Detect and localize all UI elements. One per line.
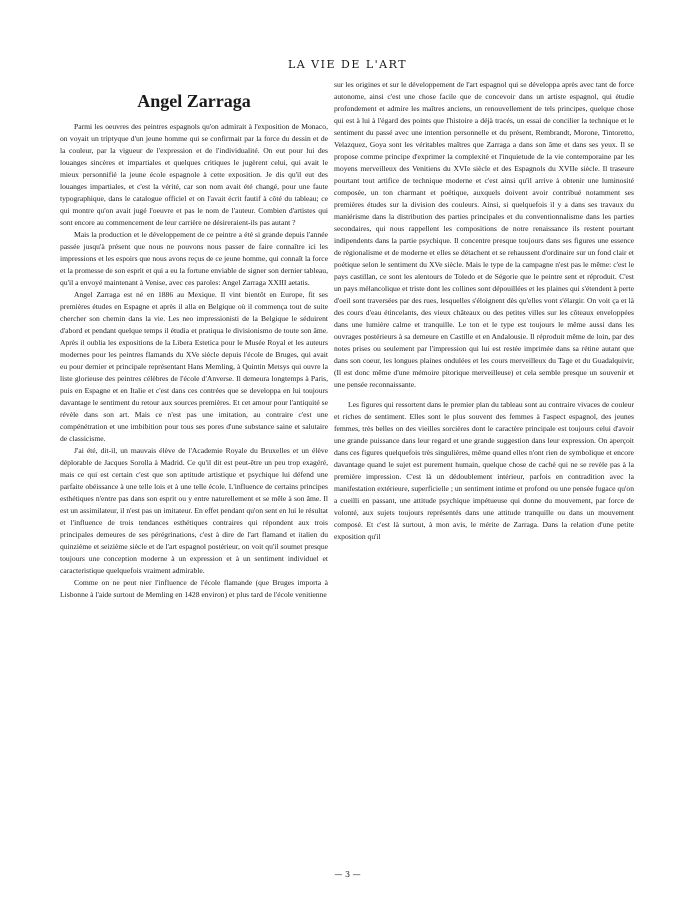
article-title: Angel Zarraga bbox=[137, 91, 251, 111]
paragraph: Mais la production et le développement de ce peintre a été si grande depuis l'année passée jusqu'à présent que nous ne pouvons nous passer de faire connaître ici les impressions et les espoirs que nous avons reçus de ce jeune homme, qui connaît la force et la promesse de son esprit et qui a eu la fortune enviable de signer son dernier tableau, qu'il a envoyé maintenant à Venise, avec ces paroles: Angel Zarraga XXIII aetatis. bbox=[60, 230, 328, 287]
left-column bbox=[60, 121, 328, 601]
page-number: — 3 — bbox=[334, 870, 361, 879]
paragraph: Les figures qui ressortent dans le premier plan du tableau sont au contraire vivaces de couleur et riches de sentiment. Elles sont le plus souvent des femmes à l'aspect espagnol, des jeunes femmes, très belles on des vieilles sorcières dont le caractère principale est toujours celui d'avoir une grande puissance dans leur regard et une grande suggestion dans leur expression. On aperçoit dans ces figures quelquefois très singulières, même quand elles n'ont rien de symbolique et encore davantage quand le sujet est purement humain, quelque chose de caché qui ne se revèle pas à la première impression. C'est là un dédoublement intérieur, parfois en contradition avec la manifestation extérieure, superficielle ; un sentiment intime et profond ou une pensée fugace qu'on a cueilli en passant, une attitude psychique impétueuse qui donne du mouvement, par force de volonté, aux sujets toujours représentés dans une attitude tranquille ou dans un mouvement composé. Et c'est là surtout, à mon avis, le mérite de Zarraga. Dans la relation d'une petite exposition qu'il bbox=[334, 400, 634, 541]
paragraph: sur les origines et sur le développement de l'art espagnol qui se développa après avec tant de force autonome, ainsi c'est une chose facile que de concevoir dans un artiste espagnol, qui étudie profondement et admire les maîtres anciens, un renouvellement de tels principes, quelque chose qui est à lui à l'égard des points que l'histoire a déjà tracés, un essai de concilier la technique et le sentiment du passé avec une intention personnelle et du présent, Rembrandt, Morone, Tintoretto, Velazquez, Goya sont les véritables maîtres que Zarraga a dans son âme et dans ses yeux. Il se propose comme principe d'exprimer la complexité et l'inquietude de la vie contemporaine par les moyens merveilleux des Venitiens du XVIe siècle et des Espagnols du XVIIe siècle. Il traseure pourtant tout artifice de technique moderne et c'est ainsi qu'il arrive à obtenir une luminosité composée, un ton charmant et poétique, auxquels doivent avoir contribué notamment ses premières études sur la division des couleurs. Ainsi, si quelquefois il y a dans ses travaux du maniérisme dans la distribution des parties principales et du conventionnalisme dans les parties secondaires, qui nous rappellent les compositions de notre renaissance ils restent pourtant indipendents dans la partie psychique. Il concentre presque toujours dans ses figures une essence de régionalisme et de moderne et elles se détachent et se rehaussent d'ordinaire sur un fond clair et poétique selon le sentiment du XVe siècle. Mais le type de la campagne n'est pas le même: c'est le pays castillan, ce sont les alentours de Toledo et de Ségorie que le peintre sent et réproduit. C'est un pays mélancolique et triste dont les collines sont dépouillées et les plaines qui s'étendent à perte d'oeil sont traversées par des rues, lesquelles s'éloignent dès qu'elles vont s'élargir. On voit ça et là des cours d'eau étincelants, des vieux châteaux ou des petites villes sur les côteaux enveloppées dans une lumière calme et tranquille. Le ton et le type est toujours le même aussi dans les ouvrages postérieurs à sa demeure en Castille et en Andalousie. Il réproduit même de loin, par des notes prises ou seulement par l'impression qui lui est restée imprimée dans sa rétine autant que dans son coeur, les longues plaines ondulées et les cours merveilleux du Tage et du Guadalquivir, (Il est donc même d'une mémoire pitorique merveilleuse) et cela semble presque un souvenir et une pensée reconnaissante. bbox=[334, 80, 634, 389]
running-header: LA VIE DE L'ART bbox=[287, 58, 408, 71]
paragraph: J'ai été, dit-il, un mauvais élève de l'Academie Royale du Bruxelles et un élève déplorable de Jacques Sorolla à Madrid. Ce qu'il dit est peut-être un peu trop exagéré, mais ce qui est certain c'est que son aptitude artistique et psychique lui défend une parfaite obéissance à une telle lois et à une telle école. L'influence de certains principes esthétiques n'entre pas dans son esprit ou y entre naturellement et se mêle à son âme. Il est un assimilateur, il n'est pas un imitateur. En effet pendant qu'on sent en lui le résultat et l'influence de trois tendances esthétiques contraires qui répondent aux trois principales demeures de ses pérégrinations, c'est à dire de l'art flamand et italien du quinzième et seizième siècle et de l'art espagnol postérieur, on voit qu'il soumet presque toujours une conception moderne à un expression et à un sentiment individuel et caracteristique quelquefois vraiment admirable. bbox=[60, 446, 328, 575]
right-column bbox=[334, 79, 634, 543]
paragraph: Angel Zarraga est né en 1886 au Mexique. Il vint bientôt en Europe, fit ses premières études en Espagne et après il alla en Belgique où il commença tout de suite chercher son chemin dans la vie. Les neo impressionisti de la Belgique le séduirent d'abord et pendant quelque temps il étudia et pratiqua le divisionismo de toute son âme. Après il oublia les expositions de la Libera Estetica pour le Musée Royal et les auteurs modernes pour les peintres flamands du XVe siècle depuis l'école de Bruges, qui avait eu pour dernier et principale représentant Hans Memling, à Quintin Metsys qui ouvre la liste glorieuse des peintres célèbres de l'école d'Anverse. Il demeura longtemps à Paris, puis en Espagne et en Italie et c'est dans ces contrées que se developpa en lui toujours davantage le sentiment du retour aux sources premières. Et cet amour pour l'antiquité se révèle dans son art. Mais ce n'est pas une imitation, au contraire c'est une compénétration et une imbibition pour tous ses pores d'une substance saine et salutaire de classicisme. bbox=[60, 290, 328, 443]
paragraph: Parmi les oeuvres des peintres espagnols qu'on admirait à l'exposition de Monaco, on voyait un triptyque d'un jeune homme qui se confirmait par la force du dessin et de la couleur, par la vigueur de l'expression et de l'individualité. On eut pour lui des louanges sincères et impartiales et quelques critiques le jugèrent celui, qui avait le mieux personnifié la jeune école espagnole à cette exposition. Je dis qu'il eut des louanges impartiales, et c'est la vérité, car son nom avait été changé, pour une faute typographique, dans le catalogue officiel et on l'avait écrit fautif à côté du tableau; ce qui montre qu'on avait jugé l'oeuvre et pas le nom de l'auteur. Combien d'artistes qui sont encore au commencement de leur carrière ne désireraient-ils pas autant ? bbox=[60, 122, 328, 227]
paragraph: Comme on ne peut nier l'influence de l'école flamande (que Bruges importa à Lisbonne à l'aide surtout de Memling en 1428 environ) et plus tard de l'école venitienne bbox=[60, 578, 328, 599]
